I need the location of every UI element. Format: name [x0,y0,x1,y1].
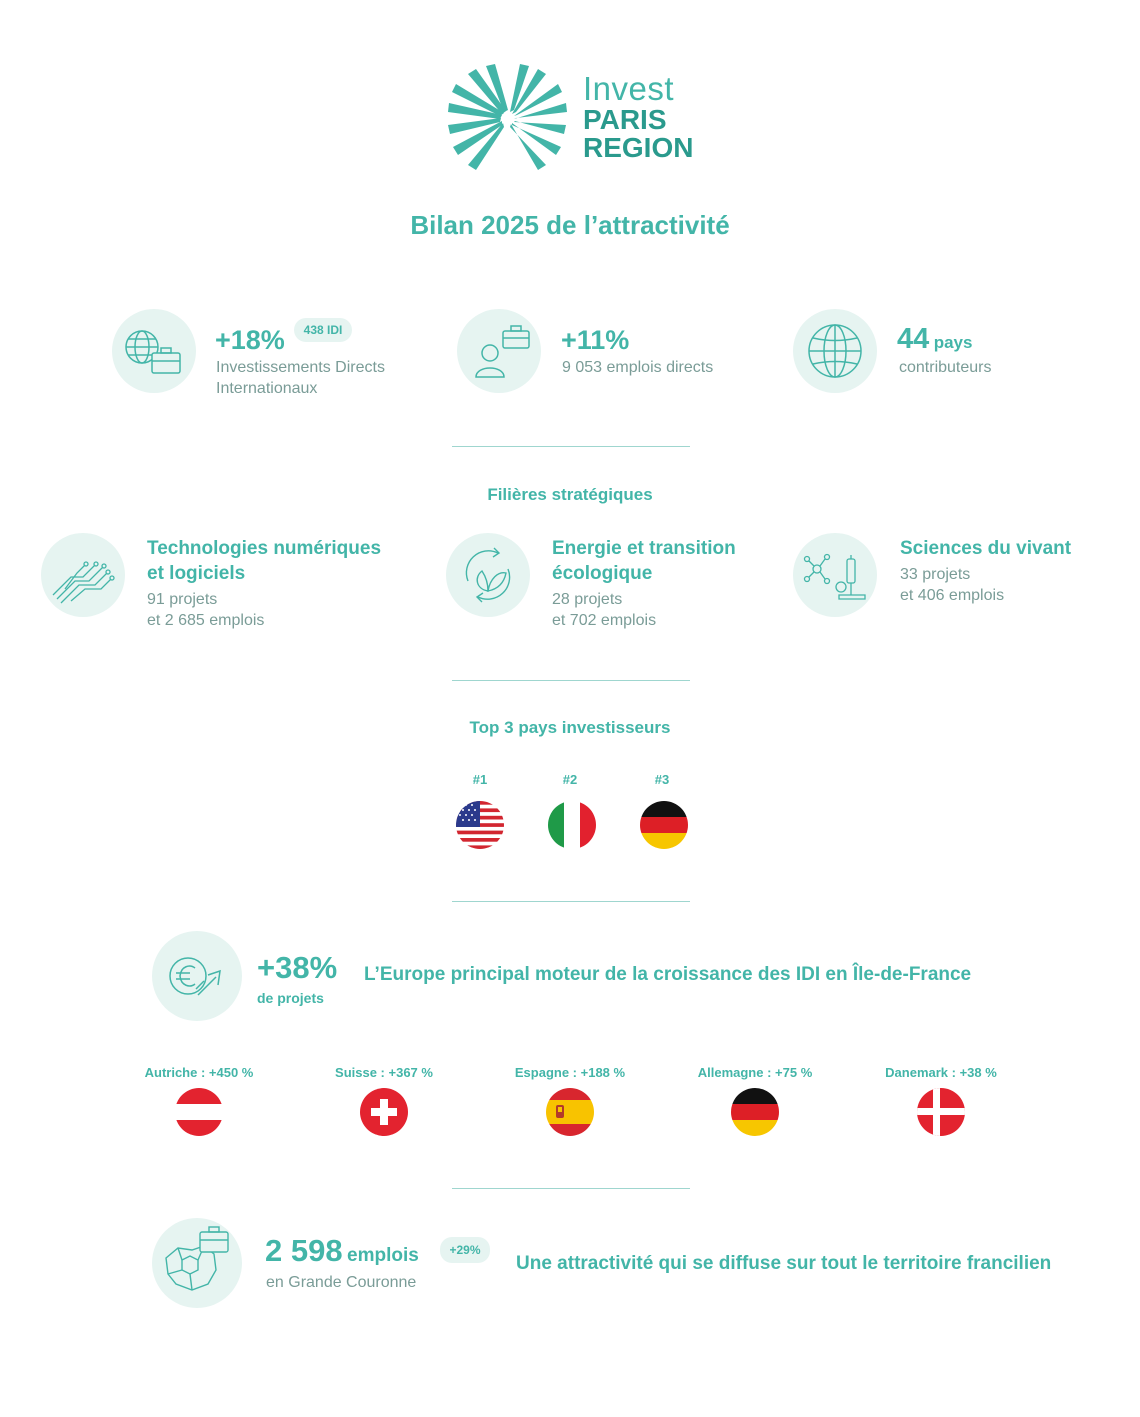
filiere-vivant-line1: 33 projets [900,566,971,583]
globe-icon [793,309,877,393]
divider-3 [452,901,690,902]
filiere-tech-icon-circle [41,533,125,617]
divider-2 [452,680,690,681]
kpi-jobs-line1: 9 053 emplois directs [562,359,714,376]
filiere-tech-title1: Technologies numériques [147,538,382,559]
top3-rank-1: #1 [472,772,488,787]
person-briefcase-icon [457,309,541,393]
leaf-cycle-icon [446,533,530,617]
europe-headline: L’Europe principal moteur de la croissance des IDI en Île-de-France [364,964,972,985]
kpi-jobs-icon-circle [457,309,541,393]
filiere-energie-title2: écologique [552,563,653,584]
brand-line3: REGION [583,132,694,163]
filiere-energie-line1: 28 projets [552,591,623,608]
top3-rank-2: #2 [562,772,578,787]
map-briefcase-icon [152,1218,242,1308]
microscope-icon [793,533,877,617]
couronne-sub: en Grande Couronne [266,1274,417,1291]
kpi-idi-badge: 438 IDI [294,318,352,342]
filiere-vivant-icon-circle [793,533,877,617]
italy-flag-icon [548,801,596,849]
filiere-vivant-title1: Sciences du vivant [900,538,1072,559]
top3-rank-3: #3 [654,772,670,787]
couronne-unit: emplois [347,1245,419,1266]
filiere-tech-line1: 91 projets [147,591,218,608]
country-switzerland-label: Suisse : +367 % [335,1065,433,1080]
globe-briefcase-icon [112,309,196,393]
divider-4 [452,1188,690,1189]
germany-flag-icon [731,1088,779,1136]
filiere-energie-icon-circle [446,533,530,617]
europe-value: +38% [257,950,338,985]
kpi-countries-unit: pays [933,333,973,352]
austria-flag-icon [175,1088,223,1136]
filiere-tech-title2: et logiciels [147,563,246,584]
kpi-countries-value: 44 [897,323,930,355]
couronne-headline: Une attractivité qui se diffuse sur tout le territoire francilien [516,1253,1052,1274]
filiere-tech-line2: et 2 685 emplois [147,612,265,629]
filieres-title: Filières stratégiques [487,485,653,504]
kpi-countries-line1: contributeurs [899,359,992,376]
switzerland-flag-icon [360,1088,408,1136]
filiere-energie-line2: et 702 emplois [552,612,657,629]
kpi-countries-icon-circle [793,309,877,393]
kpi-idi-icon-circle [112,309,196,393]
euro-arrow-icon [152,931,242,1021]
divider-1 [452,446,690,447]
filiere-energie-title1: Energie et transition [552,538,736,559]
couronne-value: 2 598 [265,1233,343,1268]
kpi-idi-value: +18% [215,325,285,355]
top3-title: Top 3 pays investisseurs [469,718,671,737]
germany-flag-icon [640,801,688,849]
couronne-icon-circle [152,1218,242,1308]
spain-flag-icon [546,1088,594,1136]
europe-icon-circle [152,931,242,1021]
country-spain-label: Espagne : +188 % [514,1065,626,1080]
usa-flag-icon [456,801,504,849]
kpi-jobs-value: +11% [561,325,630,355]
brand-line1: Invest [583,70,675,107]
kpi-idi-line2: Internationaux [216,380,318,397]
filiere-vivant-line2: et 406 emplois [900,587,1005,604]
denmark-flag-icon [917,1088,965,1136]
country-germany-label: Allemagne : +75 % [697,1065,813,1080]
circuit-icon [41,533,125,617]
kpi-idi-line1: Investissements Directs [216,359,385,376]
country-denmark-label: Danemark : +38 % [885,1065,997,1080]
country-austria-label: Autriche : +450 % [144,1065,254,1080]
brand-logo [446,62,696,174]
couronne-badge: +29% [440,1237,490,1263]
brand-line2: PARIS [583,104,667,135]
europe-sub: de projets [257,990,324,1006]
page-title: Bilan 2025 de l’attractivité [410,210,730,240]
starburst-logo-icon [446,62,568,174]
